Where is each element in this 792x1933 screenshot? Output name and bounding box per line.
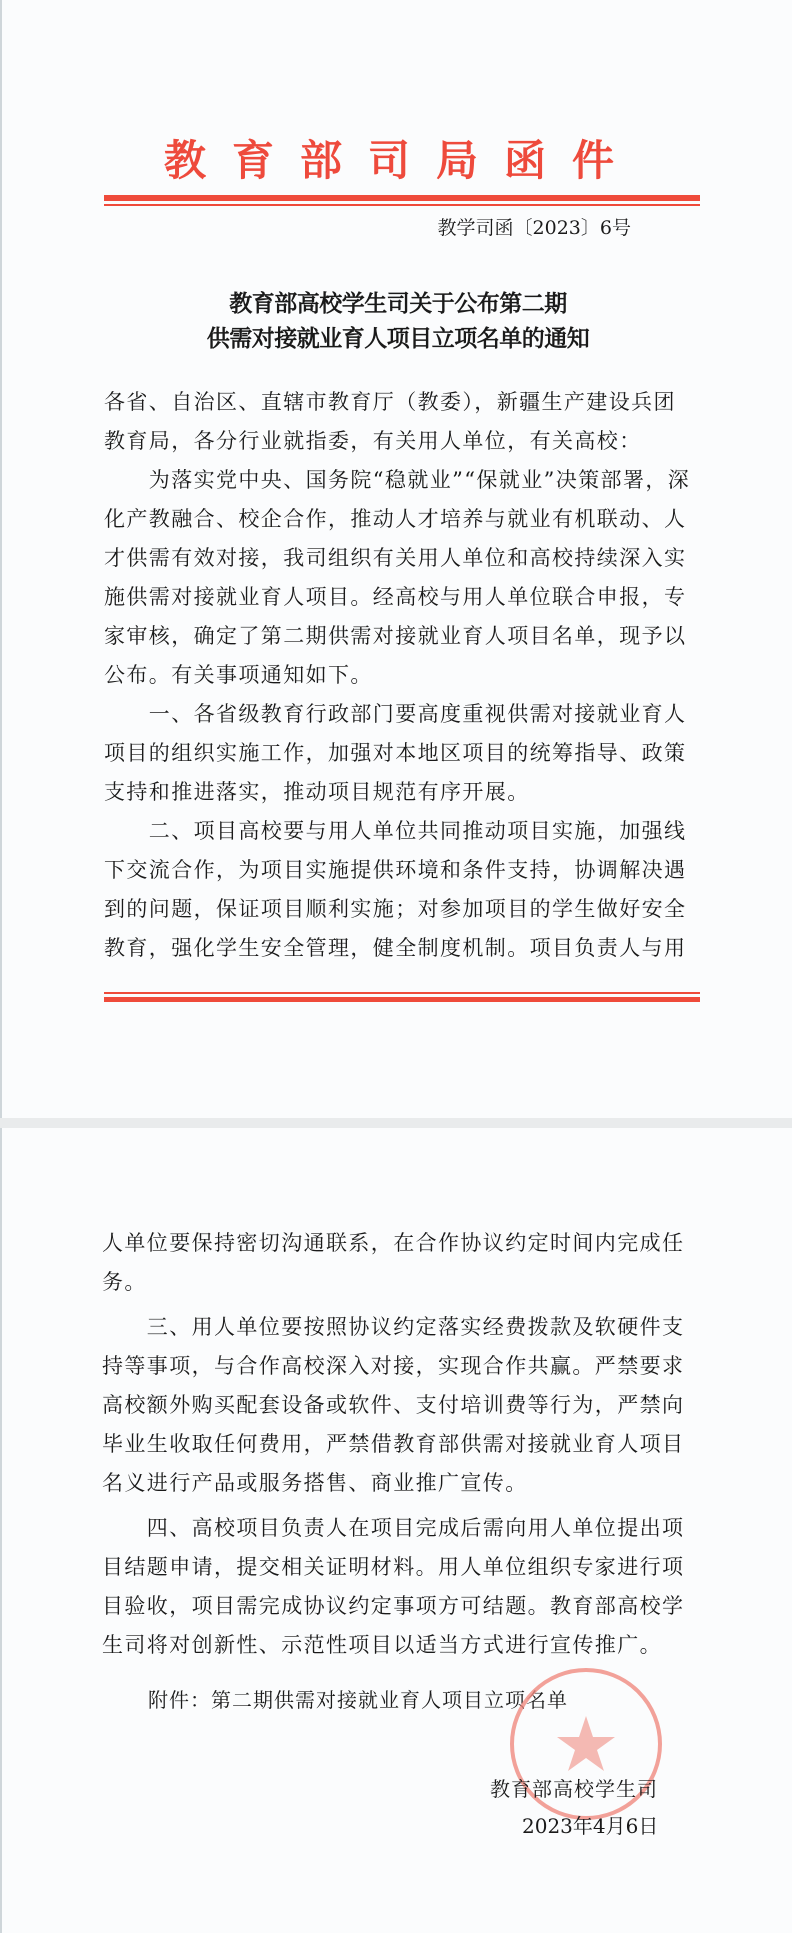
text-line: 教育局，各分行业就指委，有关用人单位，有关高校： [104, 429, 642, 453]
heading-line-1: 教育部高校学生司关于公布第二期 [229, 290, 567, 317]
letterhead-rule-thick [104, 195, 700, 201]
text-line: 人单位要保持密切沟通联系，在合作协议约定时间内完成任 [102, 1231, 685, 1255]
text-line: 公布。有关事项通知如下。 [104, 663, 373, 687]
text-line: 才供需有效对接，我司组织有关用人单位和高校持续深入实 [104, 546, 687, 570]
heading-line-2: 供需对接就业育人项目立项名单的通知 [206, 325, 590, 352]
text-line: 生司将对创新性、示范性项目以适当方式进行宣传推广。 [102, 1633, 662, 1657]
paragraph [104, 812, 704, 968]
text-line: 四、高校项目负责人在项目完成后需向用人单位提出项 [102, 1516, 685, 1540]
paragraph [102, 1308, 702, 1503]
text-line: 到的问题，保证项目顺利实施；对参加项目的学生做好安全 [104, 897, 687, 921]
text-line: 化产教融合、校企合作，推动人才培养与就业有机联动、人 [104, 507, 687, 531]
text-line: 下交流合作，为项目实施提供环境和条件支持，协调解决遇 [104, 858, 687, 882]
text-line: 支持和推进落实，推动项目规范有序开展。 [104, 780, 530, 804]
paragraph [102, 1224, 702, 1302]
paragraph [104, 461, 704, 695]
text-line: 为落实党中央、国务院“稳就业”“保就业”决策部署，深 [104, 468, 691, 492]
text-line: 施供需对接就业育人项目。经高校与用人单位联合申报，专 [104, 585, 687, 609]
letterhead-title: 教育部司局函件 [163, 136, 640, 185]
issue-date: 2023年4月6日 [522, 1814, 659, 1838]
paragraph [104, 383, 704, 461]
text-line: 名义进行产品或服务搭售、商业推广宣传。 [102, 1471, 528, 1495]
text-line: 务。 [102, 1270, 147, 1294]
text-line: 毕业生收取任何费用，严禁借教育部供需对接就业育人项目 [102, 1432, 685, 1456]
text-line: 教育，强化学生安全管理，健全制度机制。项目负责人与用 [104, 936, 687, 960]
body-text-page-1 [104, 383, 704, 968]
text-line: 二、项目高校要与用人单位共同推动项目实施，加强线 [104, 819, 687, 843]
text-line: 高校额外购买配套设备或软件、支付培训费等行为，严禁向 [102, 1393, 685, 1417]
paragraph [102, 1509, 702, 1665]
footer-rule-thick [104, 997, 700, 1002]
attachment-note: 附件：第二期供需对接就业育人项目立项名单 [148, 1688, 568, 1712]
footer-rule-thin [104, 992, 700, 994]
text-line: 目结题申请，提交相关证明材料。用人单位组织专家进行项 [102, 1555, 685, 1579]
letterhead-rule-thin [104, 204, 700, 206]
issuer-signature: 教育部高校学生司 [490, 1777, 658, 1801]
text-line: 项目的组织实施工作，加强对本地区项目的统筹指导、政策 [104, 741, 687, 765]
text-line: 一、各省级教育行政部门要高度重视供需对接就业育人 [104, 702, 687, 726]
text-line: 持等事项，与合作高校深入对接，实现合作共赢。严禁要求 [102, 1354, 685, 1378]
body-text-page-2 [102, 1224, 702, 1665]
text-line: 目验收，项目需完成协议约定事项方可结题。教育部高校学 [102, 1594, 685, 1618]
seal-star-icon [557, 1716, 615, 1771]
paragraph [104, 695, 704, 812]
document-number: 教学司函〔2023〕6号 [437, 217, 631, 239]
text-line: 各省、自治区、直辖市教育厅（教委），新疆生产建设兵团 [104, 390, 676, 414]
text-line: 三、用人单位要按照协议约定落实经费拨款及软硬件支 [102, 1315, 685, 1339]
text-line: 家审核，确定了第二期供需对接就业育人项目名单，现予以 [104, 624, 687, 648]
